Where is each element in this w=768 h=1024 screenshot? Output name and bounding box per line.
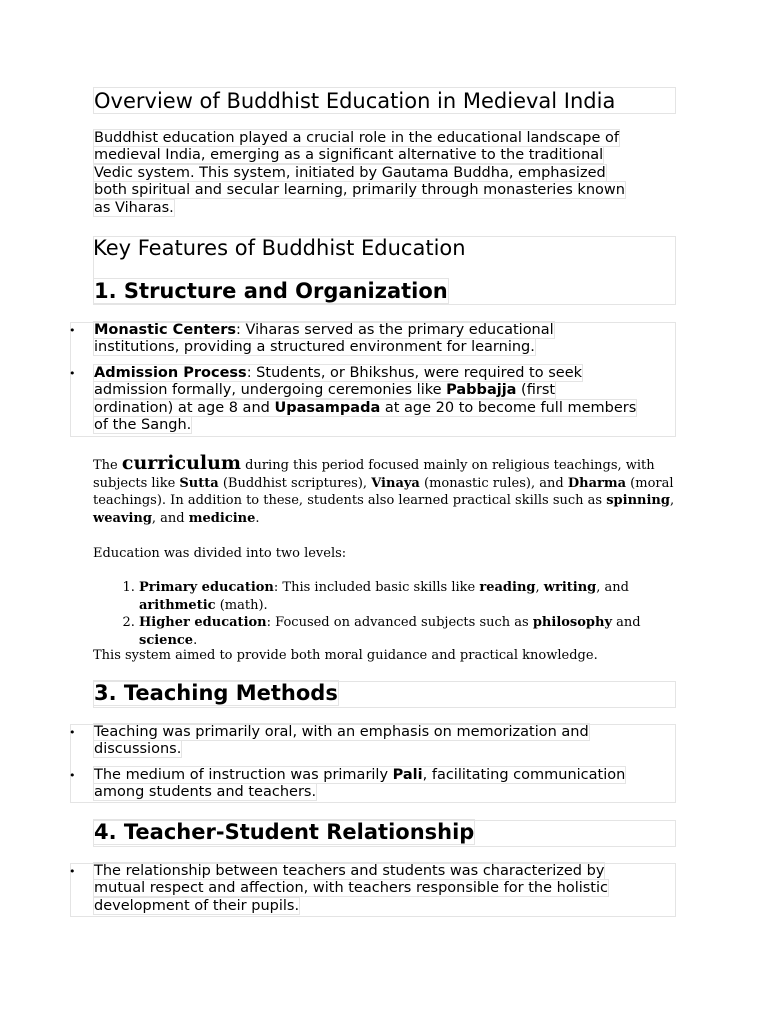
bullet-text: of the Sangh. (94, 417, 192, 434)
section3-heading-text: 3. Teaching Methods (94, 681, 338, 705)
bullet-text: : Students, or Bhikshus, were required to seek (246, 365, 583, 381)
list-item (69, 863, 676, 915)
system-aim-text: This system aimed to provide both moral guidance and practical knowledge. (93, 648, 598, 663)
bullet-text: The medium of instruction was primarily (94, 767, 393, 783)
list-item (69, 724, 676, 759)
bullet-icon: • (69, 769, 76, 782)
intro-line: Vedic system. This system, initiated by Gautama Buddha, emphasized (94, 164, 606, 181)
curriculum-text: , (669, 493, 675, 508)
bold-term: Vinaya (371, 475, 420, 491)
bold-term: Primary education (139, 580, 274, 595)
bold-term: philosophy (532, 615, 613, 630)
bullet-text: (first (516, 382, 556, 399)
bullet-icon: • (69, 324, 76, 337)
key-features-heading-text: Key Features of Buddhist Education (93, 236, 466, 260)
intro-line: both spiritual and secular learning, primarily through monasteries known (94, 182, 625, 199)
bold-term: Upasampada (274, 399, 381, 416)
bullet-text: admission formally, undergoing ceremonies like (94, 382, 447, 399)
bullet-text: institutions, providing a structured environment for learning. (94, 339, 535, 356)
bold-term: Sutta (179, 475, 219, 491)
key-features-heading (93, 235, 466, 262)
list-text: . (193, 632, 198, 648)
bold-term: writing (543, 580, 597, 595)
curriculum-text: (Buddhist scriptures), (218, 475, 372, 491)
curriculum-text: , and (151, 510, 189, 526)
intro-line: medieval India, emerging as a significant alternative to the traditional (94, 147, 604, 164)
bullet-text: development of their pupils. (94, 897, 300, 914)
curriculum-text: (moral teachings). In addition to these, students also learned practical skills such as (93, 475, 674, 508)
bullet-text: among students and teachers. (94, 784, 317, 801)
levels-list (93, 579, 676, 649)
system-aim-paragraph (93, 647, 676, 665)
bold-term: Admission Process (94, 365, 247, 381)
bullet-icon: • (69, 367, 76, 380)
bullet-text: at age 20 to become full members (380, 399, 637, 416)
levels-intro-text: Education was divided into two levels: (93, 546, 347, 561)
list-item (139, 614, 676, 649)
bullet-text: Teaching was primarily oral, with an emphasis on memorization and (94, 724, 589, 740)
intro-line: as Viharas. (94, 199, 174, 216)
list-text: : Focused on advanced subjects such as (266, 615, 533, 630)
bullet-icon: • (69, 726, 76, 739)
bold-term: Higher education (139, 615, 267, 630)
bullet-text: mutual respect and affection, with teachers responsible for the holistic (94, 880, 608, 897)
bold-term: arithmetic (139, 597, 216, 613)
section1-heading-text: 1. Structure and Organization (94, 279, 448, 303)
intro-paragraph (93, 130, 676, 217)
bold-term: Pali (392, 767, 423, 783)
list-text: , and (596, 580, 629, 595)
bold-term: reading (479, 580, 536, 595)
curriculum-text: The (93, 458, 122, 473)
section4-heading (93, 819, 475, 846)
list-item (69, 767, 676, 802)
bullet-text: discussions. (94, 741, 182, 758)
curriculum-text: during this period focused mainly on religious teachings, with subjects like (93, 458, 655, 491)
bullet-icon: • (69, 865, 76, 878)
page-title-text: Overview of Buddhist Education in Medieval India (94, 89, 616, 113)
intro-line: Buddhist education played a crucial role in the educational landscape of (94, 130, 619, 146)
section4-heading-text: 4. Teacher-Student Relationship (94, 820, 475, 844)
bullet-text: , facilitating communication (422, 767, 626, 783)
page-title (93, 87, 676, 114)
list-text: : This included basic skills like (273, 580, 480, 595)
list-item (69, 365, 676, 435)
curriculum-text: . (255, 510, 260, 526)
levels-intro (93, 545, 676, 563)
list-item (69, 322, 676, 357)
bold-term: science (139, 632, 194, 648)
section1-heading (93, 278, 449, 305)
bold-term: Pabbajja (446, 382, 517, 399)
bold-term: Monastic Centers (94, 322, 237, 338)
list-item (139, 579, 676, 614)
bullet-text: The relationship between teachers and students was characterized by (94, 863, 605, 879)
bullet-text: ordination) at age 8 and (94, 399, 275, 416)
section3-heading (93, 680, 339, 707)
curriculum-text: (monastic rules), and (419, 475, 568, 491)
bullet-text: : Viharas served as the primary educational (236, 322, 554, 338)
list-text: and (612, 615, 641, 630)
bold-term: Dharma (567, 475, 627, 491)
bold-term: medicine (188, 510, 256, 526)
curriculum-paragraph (93, 452, 679, 527)
bold-term: spinning (606, 493, 670, 508)
list-text: , (535, 580, 544, 595)
list-text: (math). (215, 597, 268, 613)
curriculum-emphasis: curriculum (121, 452, 242, 474)
bold-term: weaving (93, 510, 152, 526)
